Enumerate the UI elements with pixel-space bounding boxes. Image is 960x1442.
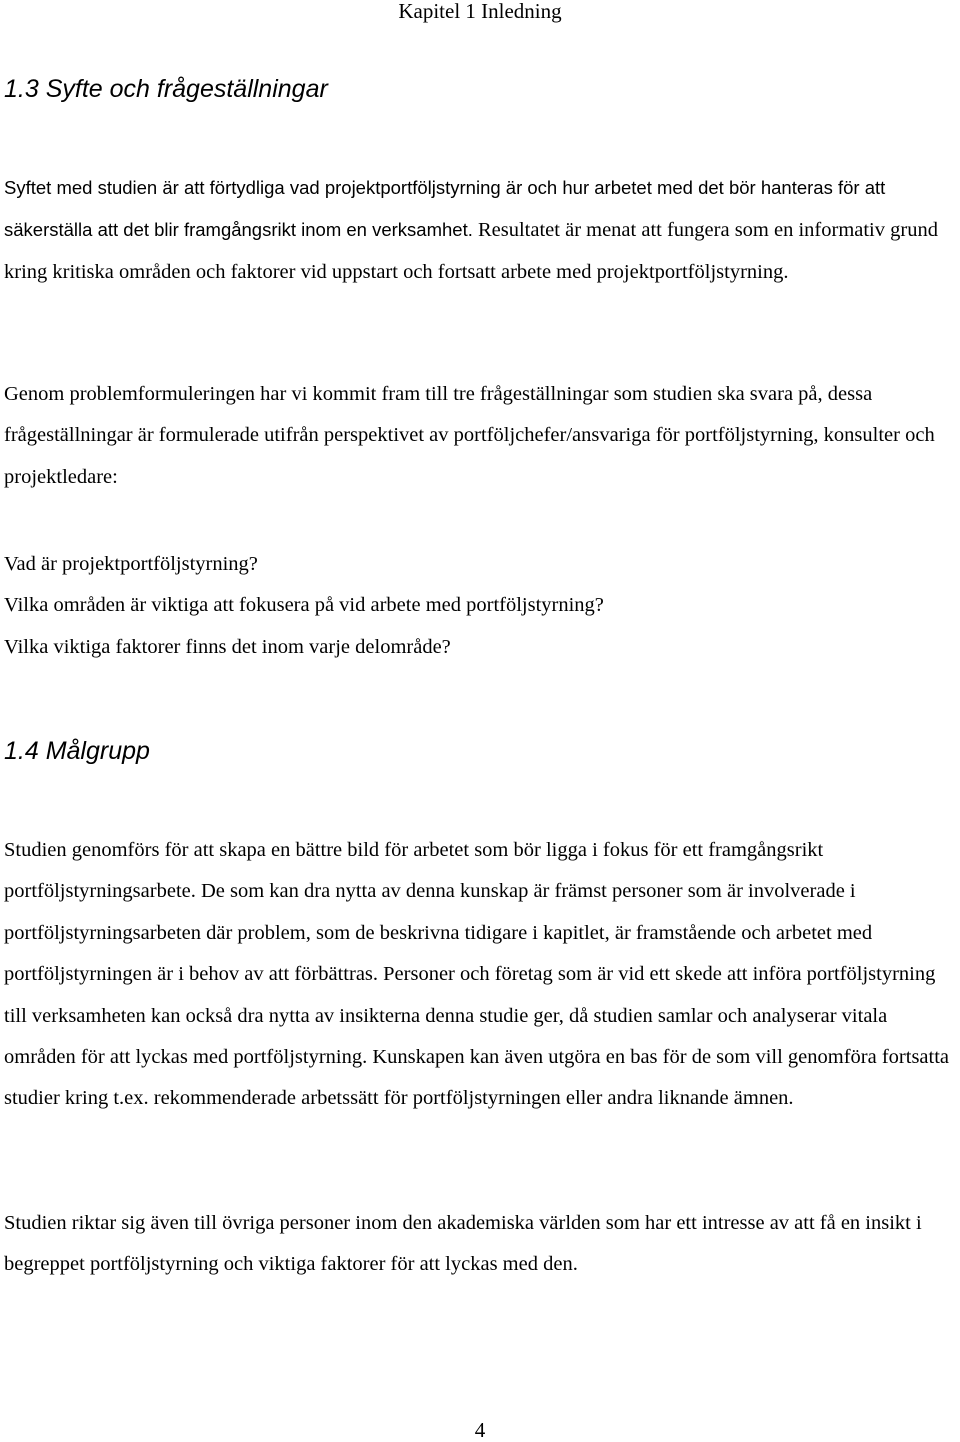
question-list [4, 544, 960, 668]
paragraph-syfte-part2: Resultatet är menat att fungera som en informativ grund kring kritiska områden och faktorer vid uppstart och fortsatt arbete med projektportföljstyrning. [4, 219, 938, 283]
paragraph-fragestallningar: Genom problemformuleringen har vi kommit fram till tre frågeställningar som studien ska svara på, dessa frågeställningar är formulerade utifrån perspektivet av portföljchefer/ansvariga för portföljstyrning, konsulter och projektledare: [4, 383, 935, 488]
page-number: 4 [474, 1418, 486, 1442]
paragraph-syfte [4, 167, 960, 293]
paragraph-malgrupp: Studien genomförs för att skapa en bättre bild för arbetet som bör ligga i fokus för ett framgångsrikt portföljstyrningsarbete. De som kan dra nytta av denna kunskap är främst personer som är involverade i portföljstyrningsarbeten där problem, som de beskrivna tidigare i kapitlet, är framstående och arbetet med portföljstyrningen är i behov av att förbättras. Personer och företag som är vid ett skede att införa portföljstyrning till verksamheten kan också dra nytta av insikterna denna studie ger, då studien samlar och analyserar vitala områden för att lyckas med portföljstyrning. Kunskapen kan även utgöra en bas för de som vill genomföra fortsatta studier kring t.ex. rekommenderade arbetssätt för portföljstyrningen eller andra liknande ämnen. [4, 839, 950, 1110]
paragraph-syfte-part1: Syftet med studien är att förtydliga vad projektportföljstyrning är och hur arbetet med det bör hanteras för att säkerställa att det blir framgångsrikt inom en verksamhet. [4, 177, 886, 241]
running-header: Kapitel 1 Inledning [398, 0, 562, 23]
section-heading-malgrupp: 1.4 Målgrupp [4, 737, 150, 765]
paragraph-akademiska: Studien riktar sig även till övriga personer inom den akademiska världen som har ett intresse av att få en insikt i begreppet portföljstyrning och viktiga faktorer för att lyckas med den. [4, 1212, 922, 1276]
question-item: Vad är projektportföljstyrning? [4, 553, 258, 575]
question-item: Vilka viktiga faktorer finns det inom varje delområde? [4, 635, 451, 658]
section-heading-syfte: 1.3 Syfte och frågeställningar [4, 75, 328, 103]
question-item: Vilka områden är viktiga att fokusera på vid arbete med portföljstyrning? [4, 594, 604, 617]
